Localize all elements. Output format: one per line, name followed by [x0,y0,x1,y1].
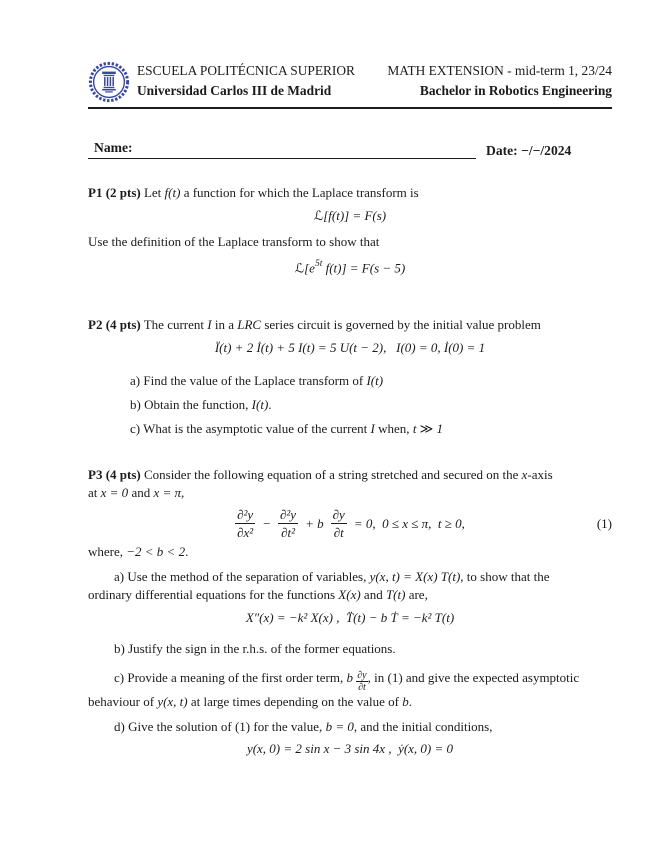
problem-3 [88,466,612,758]
inline-fraction-dy-dt: $\frac{\partial y}{\partial t}$ [357,670,367,693]
p2-item-a: a) Find the value of the Laplace transform of I(t) [130,373,384,388]
school-name: ESCUELA POLITÉCNICA SUPERIOR [137,63,355,78]
p3-item-b: b) Justify the sign in the r.h.s. of the former equations. [114,641,396,656]
problem-1 [88,184,612,277]
p3-item-c-line1: c) Provide a meaning of the first order term, b $\frac{\partial y}{\partial t}$ , in (1) and give the expected asymptotic [114,670,580,693]
p1-heading: P1 (2 pts) [88,185,141,200]
course-title: MATH EXTENSION - mid-term 1, 23/24 [387,63,612,78]
p1-statement: P1 (2 pts) Let f(t) a function for which the Laplace transform is [88,185,419,200]
fraction-d2y-dx2: $\frac{\text{∂²y}}{\text{∂x²}}$ [237,507,254,540]
p3-wave-equation [88,507,612,540]
p3-item-a-line1: a) Use the method of the separation of variables, y(x, t) = X(x) T(t), to show that the [114,569,550,584]
p1-equation-shift: $ℒ[e^{5t}$ f(t)] = F(s − 5) [294,259,406,276]
minus-operator: − [262,515,271,531]
p3-ode-equations: X″(x) = −k² X(x) , T̈(t) − b Ṫ = −k² T(t) [245,610,455,625]
p2-heading: P2 (4 pts) [88,317,141,332]
exponent-5t: 5t [314,259,323,269]
fraction-dy-dt: $\frac{\partial y}{\partial t}$ [332,507,345,540]
p3-item-a-line2: ordinary differential equations for the functions X(x) and T(t) are, [88,587,428,602]
equation-conditions: = 0, 0 ≤ x ≤ π, t ≥ 0, [353,515,465,531]
p2-item-b: b) Obtain the function, I(t). [130,397,272,412]
p2-item-c: c) What is the asymptotic value of the current I when, t ≫ 1 [130,421,444,436]
p2-statement: P2 (4 pts) The current I in a LRC series circuit is governed by the initial value problem [88,317,541,332]
name-date-row [88,140,612,159]
header [88,61,612,103]
p3-heading: P3 (4 pts) [88,467,141,482]
unit-step-symbol: U [339,340,350,355]
university-name: Universidad Carlos III de Madrid [137,83,332,98]
p3-item-d: d) Give the solution of (1) for the value, b = 0, and the initial conditions, [114,719,493,734]
p3-item-c-line2: behaviour of y(x, t) at large times depending on the value of b. [88,694,412,709]
uc3m-seal-icon [88,61,130,103]
uc3m-seal-icon [88,61,130,103]
p1-statement-2: Use the definition of the Laplace transform to show that [88,234,380,249]
fraction-d2y-dt2: $\frac{\text{∂²y}}{\text{∂t²}}$ [279,507,297,540]
header-course [387,61,612,101]
plus-b-operator: + b [305,515,324,531]
header-school [137,61,355,101]
header-rule [88,107,612,109]
equation-number: (1) [596,515,612,531]
p2-ivp-equation: Ï(t) + 2 İ(t) + 5 I(t) = 5 U(t − 2), I(0) = 0, İ(0) = 1 [214,340,486,355]
p3-statement-line1: P3 (4 pts) Consider the following equation of a string stretched and secured on the x-axis [88,467,553,482]
p3-where-clause: where, −2 < b < 2. [88,544,189,559]
problem-2 [88,316,612,438]
p3-initial-conditions-equation: y(x, 0) = 2 sin x − 3 sin 4x , ẏ(x, 0) = 0 [246,741,454,756]
p1-equation-laplace: ℒ[f(t)] = F(s) [313,208,387,223]
date-label: Date: −/−/2024 [486,143,572,158]
p3-statement-line2: at x = 0 and x = π, [88,485,185,500]
degree-name: Bachelor in Robotics Engineering [419,83,612,98]
name-field: Name: [88,140,476,159]
